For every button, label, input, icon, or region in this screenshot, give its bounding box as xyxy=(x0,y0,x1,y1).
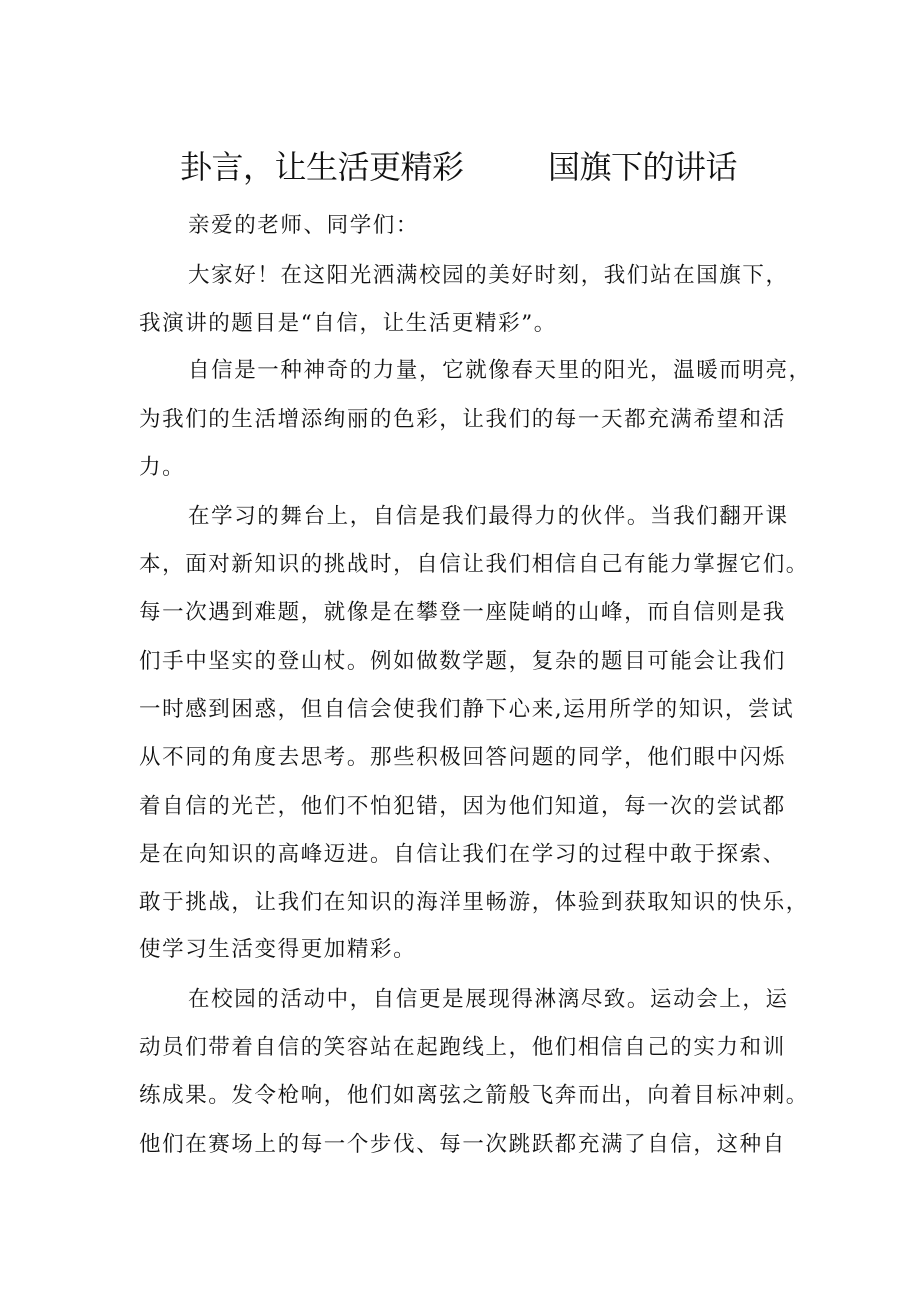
paragraph-line: 每一次遇到难题，就像是在攀登一座陡峭的山峰，而自信则是我 xyxy=(139,600,786,625)
speech-title xyxy=(0,142,920,192)
paragraph-line: 使学习生活变得更加精彩。 xyxy=(139,937,417,962)
paragraph-line: 动员们带着自信的笑容站在起跑线上，他们相信自己的实力和训 xyxy=(139,1035,786,1060)
paragraph-line: 从不同的角度去思考。那些积极回答问题的同学，他们眼中闪烁 xyxy=(139,745,786,770)
salutation-line: 亲爱的老师、同学们： xyxy=(188,213,420,238)
paragraph-line: 敢于挑战，让我们在知识的海洋里畅游，体验到获取知识的快乐， xyxy=(139,890,809,915)
paragraph-line: 他们在赛场上的每一个步伐、每一次跳跃都充满了自信，这种自 xyxy=(139,1132,786,1157)
paragraph-line: 练成果。发令枪响，他们如离弦之箭般飞奔而出，向着目标冲刺。 xyxy=(139,1083,809,1108)
paragraph-line: 力。 xyxy=(139,455,186,480)
title-main: 卦言，让生活更精彩 xyxy=(180,148,464,186)
paragraph-line: 是在向知识的高峰迈进。自信让我们在学习的过程中敢于探索、 xyxy=(139,842,786,867)
paragraph-line: 我演讲的题目是“自信，让生活更精彩”。 xyxy=(139,311,557,336)
paragraph-line: 大家好！在这阳光洒满校园的美好时刻，我们站在国旗下， xyxy=(188,263,789,288)
paragraph-line: 着自信的光芒，他们不怕犯错，因为他们知道，每一次的尝试都 xyxy=(139,794,786,819)
paragraph-line: 们手中坚实的登山杖。例如做数学题，复杂的题目可能会让我们 xyxy=(139,649,786,674)
paragraph-line: 一时感到困惑，但自信会使我们静下心来,运用所学的知识，尝试 xyxy=(139,697,795,722)
title-subtitle: 国旗下的讲话 xyxy=(548,148,738,186)
paragraph-line: 为我们的生活增添绚丽的色彩，让我们的每一天都充满希望和活 xyxy=(139,407,786,432)
paragraph-line: 本，面对新知识的挑战时，自信让我们相信自己有能力掌握它们。 xyxy=(139,552,809,577)
paragraph-line: 自信是一种神奇的力量，它就像春天里的阳光，温暖而明亮， xyxy=(188,358,812,383)
paragraph-line: 在校园的活动中，自信更是展现得淋漓尽致。运动会上，运 xyxy=(188,987,789,1012)
paragraph-line: 在学习的舞台上，自信是我们最得力的伙伴。当我们翻开课 xyxy=(188,504,789,529)
